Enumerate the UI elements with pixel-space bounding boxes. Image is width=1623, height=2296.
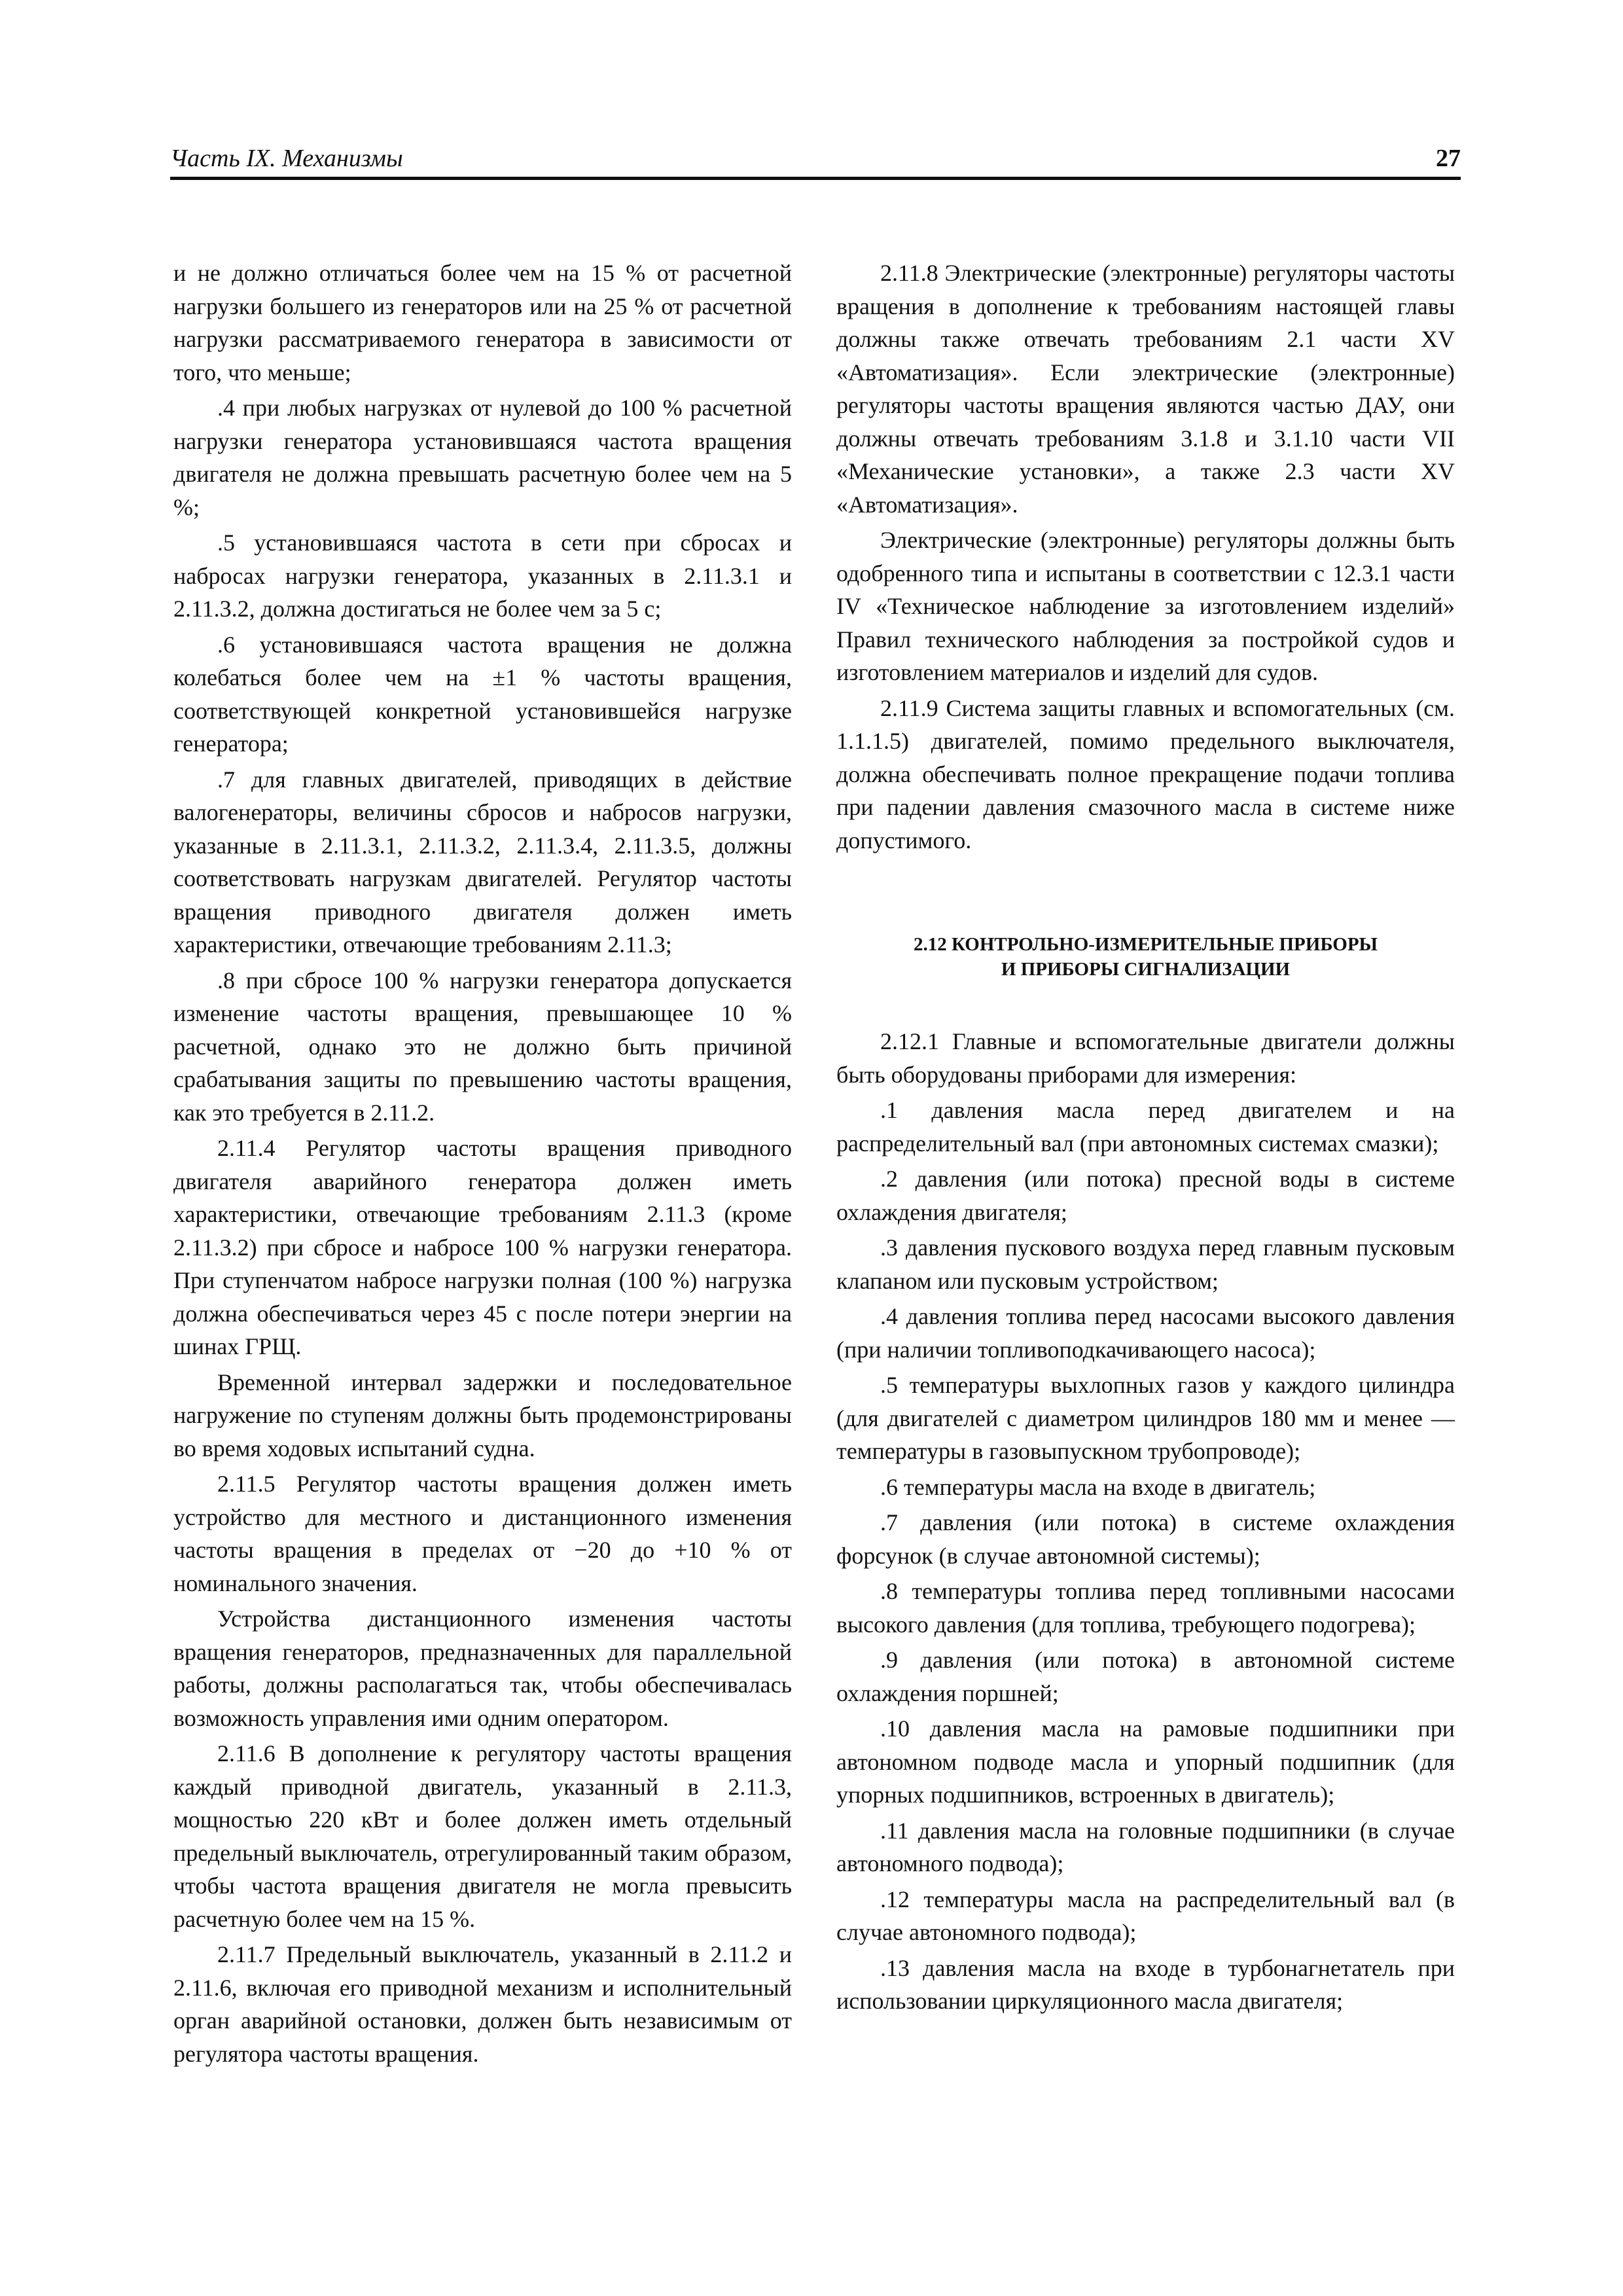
list-item: .11 давления масла на головные подшипники (в случае автономного подвода); [836,1817,1455,1876]
left-column [173,257,792,2073]
paragraph: 2.11.5 Регулятор частоты вращения должен иметь устройство для местного и дистанционного изменения частоты вращения в пределах от −20 до +10 % от номинального значения. [173,1471,792,1596]
list-item: .3 давления пускового воздуха перед главным пусковым клапаном или пусковым устройством; [836,1234,1455,1294]
list-item: .9 давления (или потока) в автономной системе охлаждения поршней; [836,1647,1455,1706]
list-item: .8 температуры топлива перед топливными насосами высокого давления (для топлива, требующего подогрева); [836,1578,1455,1638]
paragraph: Временной интервал задержки и последовательное нагружение по ступеням должны быть продемонстрированы во время ходовых испытаний судна. [173,1369,792,1462]
paragraph: 2.11.7 Предельный выключатель, указанный в 2.11.2 и 2.11.6, включая его приводной механизм и исполнительный орган аварийной остановки, должен быть независимым от регулятора частоты вращения. [173,1941,792,2067]
list-item: .1 давления масла перед двигателем и на распределительный вал (при автономных системах смазки); [836,1097,1455,1157]
paragraph: .5 установившаяся частота в сети при сбросах и набросах нагрузки генератора, указанных в 2.11.3.1 и 2.11.3.2, должна достигаться не более чем за 5 с; [173,529,792,622]
header-title: Часть IX. Механизмы [170,145,403,172]
paragraph: .8 при сбросе 100 % нагрузки генератора допускается изменение частоты вращения, превышающее 10 % расчетной, однако это не должно быть причиной срабатывания защиты по превышению частоты вращения, как это требуется в 2.11.2. [173,967,792,1126]
list-item: .10 давления масла на рамовые подшипники при автономном подводе масла и упорный подшипник (для упорных подшипников, встроенных в двигатель); [836,1715,1455,1808]
paragraph: 2.11.8 Электрические (электронные) регуляторы частоты вращения в дополнение к требованиям настоящей главы должны также отвечать требованиям 2.1 части XV «Автоматизация». Если электрические (электронные) регуляторы частоты вращения являются частью ДАУ, они должны отвечать требованиям 3.1.8 и 3.1.10 части VII «Механические установки», а также 2.3 части XV «Автоматизация». [836,260,1455,518]
paragraph: .7 для главных двигателей, приводящих в действие валогенераторы, величины сбросов и набросов нагрузки, указанные в 2.11.3.1, 2.11.3.2, 2.11.3.4, 2.11.3.5, должны соответствовать нагрузкам двигателей. Регулятор частоты вращения приводного двигателя должен иметь характеристики, отвечающие требованиям 2.11.3; [173,766,792,958]
page-number: 27 [1436,145,1461,172]
paragraph: .4 при любых нагрузках от нулевой до 100 % расчетной нагрузки генератора установившаяся частота вращения двигателя не должна превышать расчетную более чем на 5 %; [173,395,792,520]
paragraph: Устройства дистанционного изменения частоты вращения генераторов, предназначенных для параллельной работы, должны располагаться так, чтобы обеспечивалась возможность управления ими одним оператором. [173,1605,792,1731]
section-heading-line1: 2.12 КОНТРОЛЬНО-ИЗМЕРИТЕЛЬНЫЕ ПРИБОРЫ [913,934,1378,955]
list-item: .12 температуры масла на распределительный вал (в случае автономного подвода); [836,1886,1455,1945]
paragraph: .6 установившаяся частота вращения не должна колебаться более чем на ±1 % частоты вращения, соответствующей конкретной установившейся нагрузке генератора; [173,631,792,757]
running-header [170,143,1461,180]
list-item: .4 давления топлива перед насосами высокого давления (при наличии топливоподкачивающего насоса); [836,1303,1455,1363]
list-item: .6 температуры масла на входе в двигатель; [880,1473,1316,1500]
list-item: .2 давления (или потока) пресной воды в системе охлаждения двигателя; [836,1166,1455,1225]
paragraph: 2.11.9 Система защиты главных и вспомогательных (см. 1.1.1.5) двигателей, помимо предельного выключателя, должна обеспечивать полное прекращение подачи топлива при падении давления смазочного масла в системе ниже допустимого. [836,694,1455,853]
list-item: .5 температуры выхлопных газов у каждого цилиндра (для двигателей с диаметром цилиндров 180 мм и менее — температуры в газовыпускном трубопроводе); [836,1372,1455,1464]
paragraph: Электрические (электронные) регуляторы должны быть одобренного типа и испытаны в соответствии с 12.3.1 части IV «Техническое наблюдение за изготовлением изделий» Правил технического наблюдения за постройкой судов и изготовлением материалов и изделий для судов. [836,527,1455,685]
paragraph: 2.11.4 Регулятор частоты вращения приводного двигателя аварийного генератора должен иметь характеристики, отвечающие требованиям 2.11.3 (кроме 2.11.3.2) при сбросе и набросе 100 % нагрузки генератора. При ступенчатом набросе нагрузки полная (100 %) нагрузка должна обеспечиваться через 45 с после потери энергии на шинах ГРЩ. [173,1135,792,1359]
right-column [836,257,1455,2020]
section-heading [836,932,1455,982]
list-item: .13 давления масла на входе в турбонагнетатель при использовании циркуляционного масла двигателя; [836,1954,1455,2014]
paragraph: и не должно отличаться более чем на 15 % от расчетной нагрузки большего из генераторов или на 25 % от расчетной нагрузки рассматриваемого генератора в зависимости от того, что меньше; [173,260,792,386]
paragraph: 2.11.6 В дополнение к регулятору частоты вращения каждый приводной двигатель, указанный в 2.11.3, мощностью 220 кВт и более должен иметь отдельный предельный выключатель, отрегулированный таким образом, чтобы частота вращения двигателя не могла превысить расчетную более чем на 15 %. [173,1740,792,1932]
list-item: .7 давления (или потока) в системе охлаждения форсунок (в случае автономной системы); [836,1509,1455,1569]
section-heading-line2: И ПРИБОРЫ СИГНАЛИЗАЦИИ [1001,959,1291,980]
paragraph: 2.12.1 Главные и вспомогательные двигатели должны быть оборудованы приборами для измерения: [836,1028,1455,1088]
